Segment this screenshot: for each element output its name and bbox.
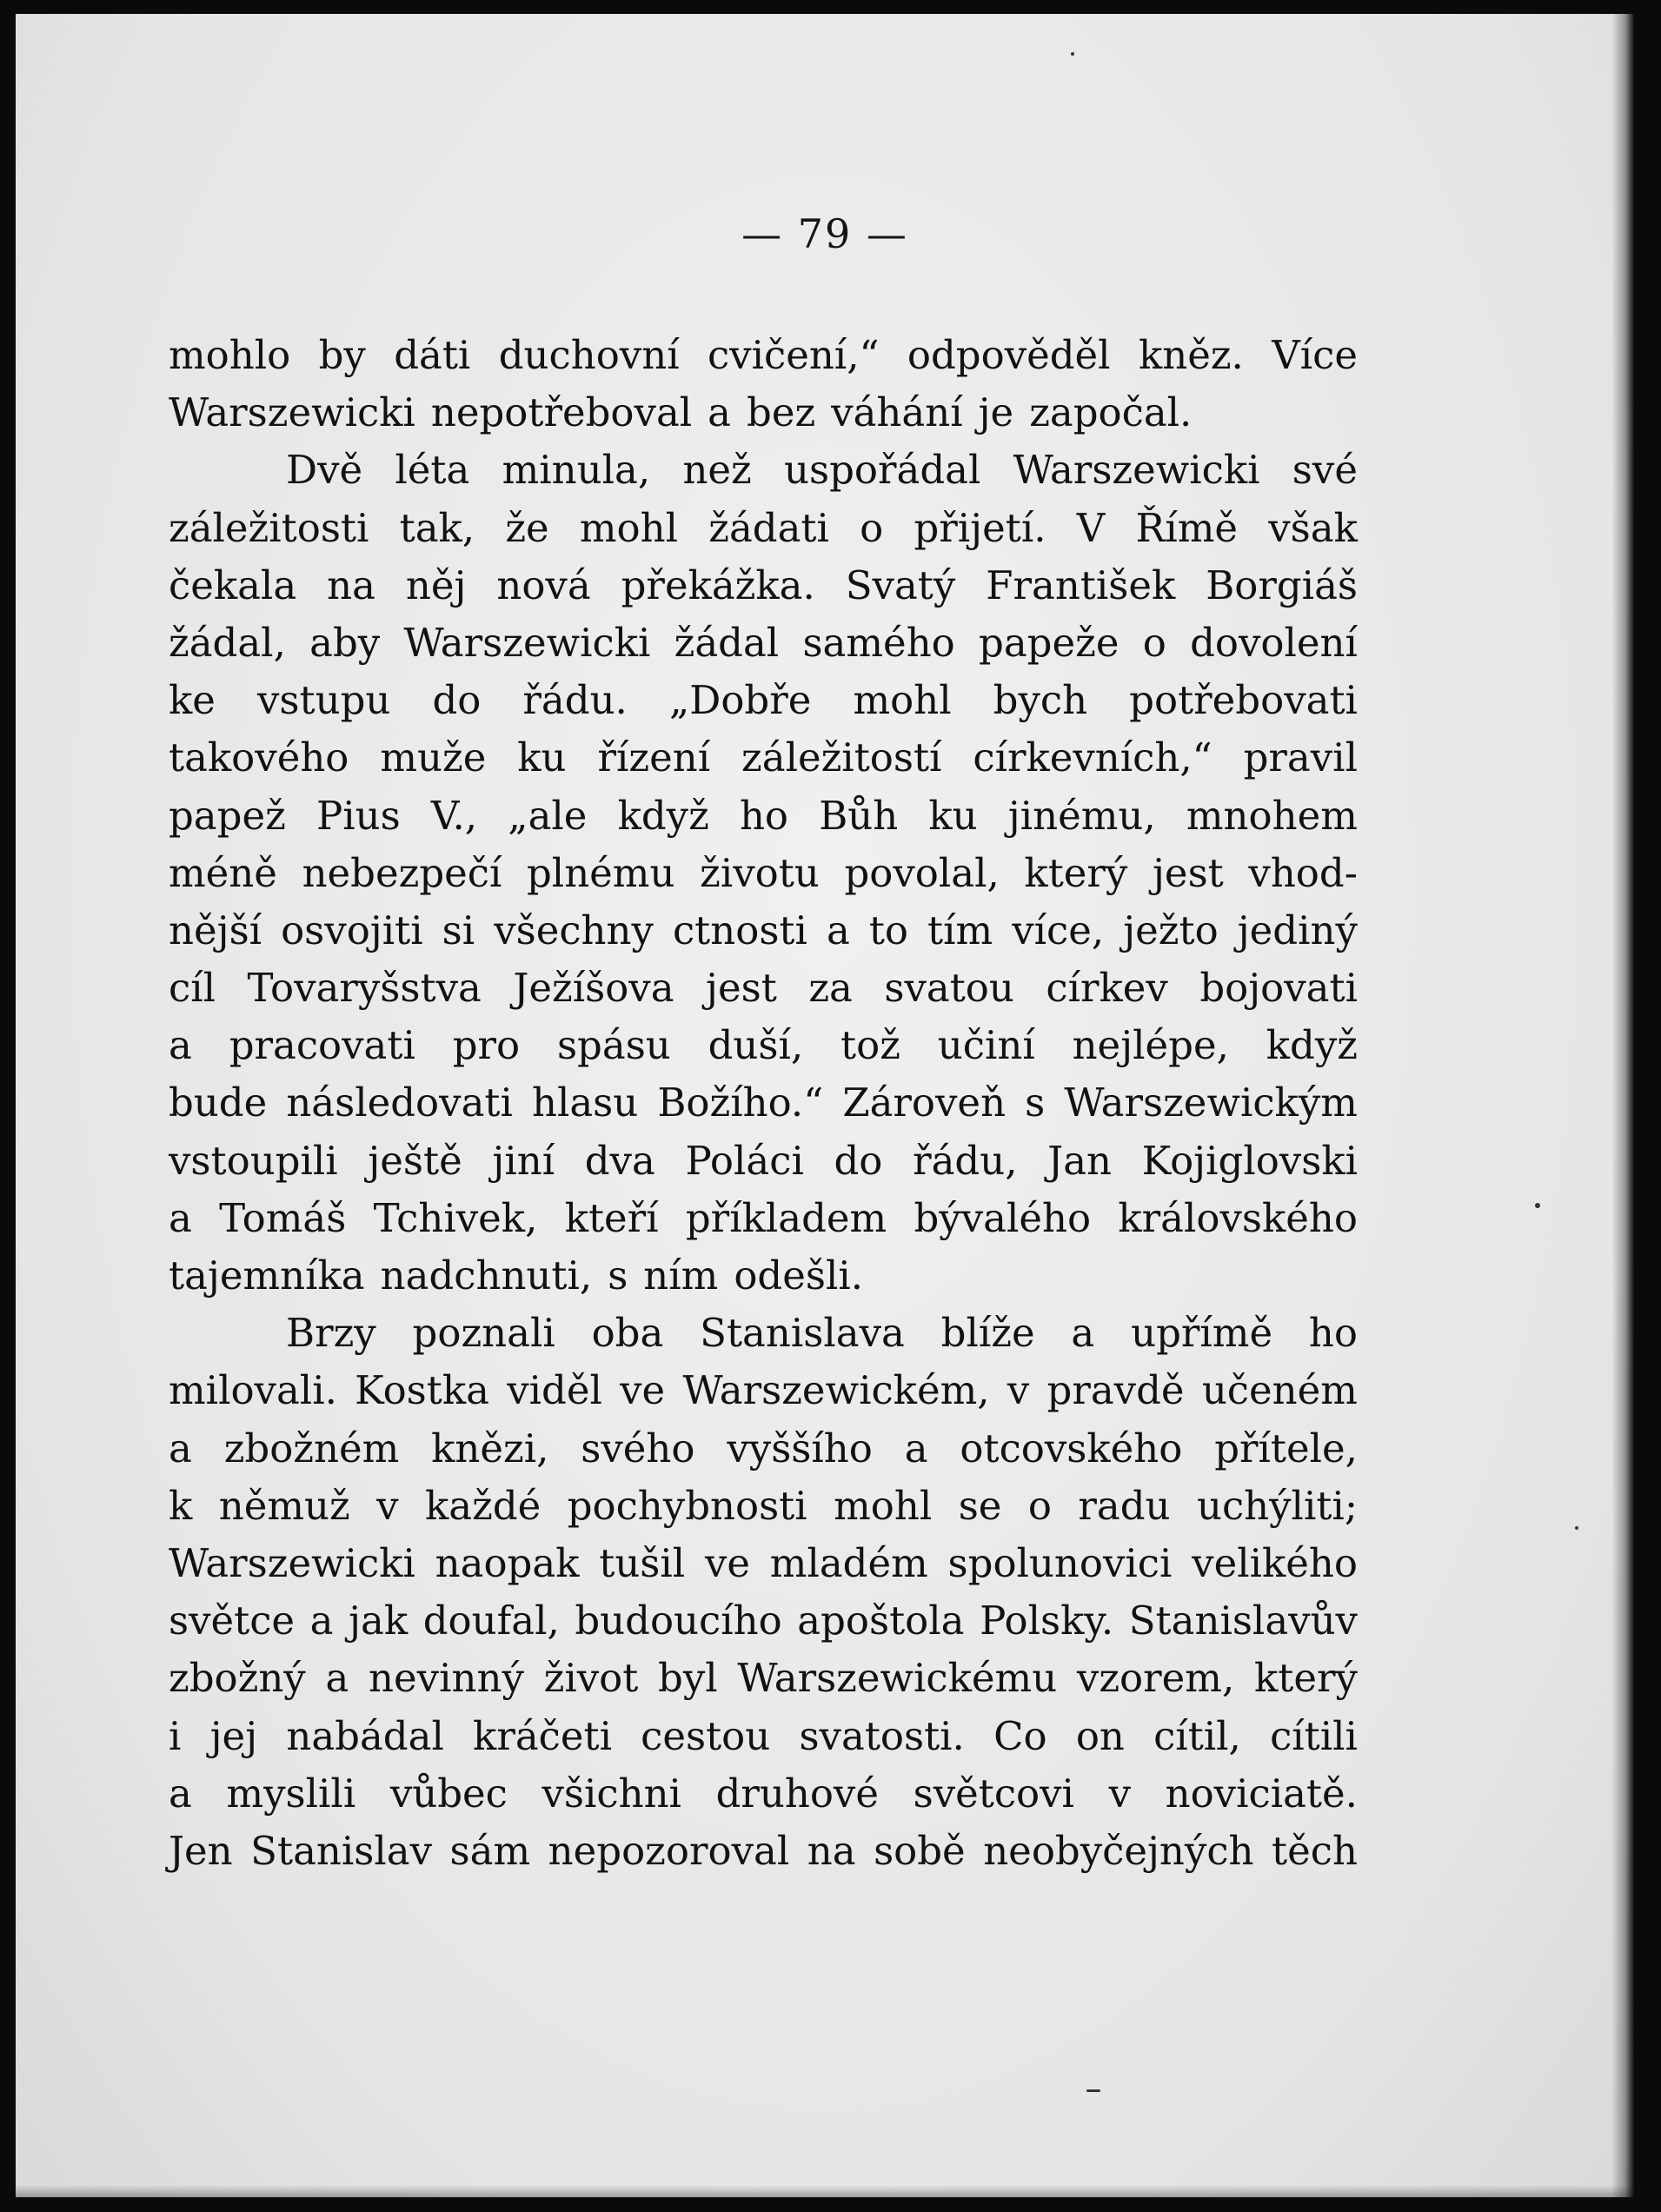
text-line <box>169 1535 1358 1592</box>
text-line <box>169 845 1358 902</box>
word: mladém <box>769 1539 928 1586</box>
book-page <box>16 14 1634 2197</box>
word: tož <box>840 1022 900 1069</box>
word: odpověděl <box>907 332 1111 378</box>
text-line <box>169 729 1358 787</box>
word: započal. <box>1029 389 1193 436</box>
word: V <box>1076 504 1106 551</box>
word: jej <box>209 1712 258 1759</box>
word: život <box>543 1655 639 1702</box>
text-line <box>169 672 1358 729</box>
word: za <box>808 965 853 1012</box>
word: svého <box>581 1425 695 1471</box>
word: bojovati <box>1199 965 1358 1012</box>
word: žádal <box>674 619 780 666</box>
word: než <box>682 447 752 494</box>
word: potřebovati <box>1129 677 1358 724</box>
word: přítele, <box>1214 1425 1358 1471</box>
word: bych <box>993 677 1088 724</box>
word: když <box>617 792 709 839</box>
word: Kojiglovski <box>1141 1137 1358 1184</box>
word: dáti <box>394 332 471 378</box>
word: o <box>1027 1482 1052 1529</box>
word: doufal, <box>422 1598 560 1644</box>
word: spásu <box>556 1022 671 1069</box>
text-line <box>169 1190 1358 1247</box>
word: osvojiti <box>281 907 423 953</box>
text-line <box>169 500 1358 557</box>
word: by <box>318 332 366 378</box>
word: bez <box>747 389 816 436</box>
page-number: — 79 — <box>741 210 908 257</box>
word: tím <box>927 907 993 953</box>
word: přijetí. <box>914 504 1046 551</box>
text-line <box>169 1708 1358 1765</box>
word: budoucího <box>575 1598 782 1644</box>
word: aby <box>309 619 381 666</box>
word: který <box>1254 1655 1358 1702</box>
word: mnohem <box>1186 792 1358 839</box>
word: řádu. <box>522 677 628 724</box>
word: jest <box>1152 849 1224 896</box>
text-line <box>169 442 1358 499</box>
word: němuž <box>218 1482 350 1529</box>
text-line <box>169 1478 1358 1535</box>
word: nabádal <box>286 1712 444 1759</box>
word: ke <box>169 677 216 724</box>
page-edge-shadow <box>1611 14 1634 2197</box>
word: však <box>1268 504 1358 551</box>
word: vhod- <box>1248 849 1358 896</box>
word: ctnosti <box>672 907 807 953</box>
word: své <box>1292 447 1358 494</box>
word: Více <box>1272 332 1358 378</box>
word: otcovského <box>960 1425 1183 1471</box>
word: druhové <box>715 1770 879 1817</box>
word: noviciatě. <box>1165 1770 1358 1817</box>
word: řádu, <box>913 1137 1018 1184</box>
word: v <box>376 1482 399 1529</box>
word: hlasu <box>531 1079 639 1126</box>
word: nepozoroval <box>548 1827 790 1874</box>
word: Stanislava <box>700 1310 905 1357</box>
word: a <box>169 1770 192 1817</box>
word: s <box>1025 1079 1046 1126</box>
word: těch <box>1272 1827 1358 1874</box>
word: muže <box>380 734 487 781</box>
word: něj <box>405 561 467 608</box>
word: a <box>1071 1310 1095 1357</box>
word: vstoupili <box>169 1137 338 1184</box>
page-bottom-shadow <box>16 2185 1634 2197</box>
word: nější <box>169 907 262 953</box>
word: V., <box>430 792 478 839</box>
word: ještě <box>368 1137 462 1184</box>
word: učeném <box>1201 1367 1358 1414</box>
word: milovali. <box>169 1367 337 1414</box>
word: cítili <box>1270 1712 1358 1759</box>
word: s <box>608 1252 628 1299</box>
word: ježto <box>1123 907 1219 953</box>
word: a <box>325 1655 349 1702</box>
word: nebezpečí <box>302 849 502 896</box>
dust-speck <box>1071 52 1074 56</box>
text-line <box>169 1420 1358 1478</box>
word: kteří <box>564 1194 659 1241</box>
word: Tomáš <box>219 1194 347 1241</box>
word: v <box>1108 1770 1131 1817</box>
word: na <box>807 1827 856 1874</box>
word: a <box>708 389 732 436</box>
word: mohl <box>834 1482 933 1529</box>
text-line <box>169 1765 1358 1823</box>
word: Kostka <box>355 1367 489 1414</box>
word: nejlépe, <box>1072 1022 1229 1069</box>
word: knězi, <box>431 1425 549 1471</box>
text-line <box>169 1823 1358 1880</box>
text-line <box>169 960 1358 1017</box>
word: i <box>169 1712 182 1759</box>
word: nadchnuti, <box>380 1252 593 1299</box>
word: Dvě <box>286 447 363 494</box>
text-line <box>169 384 1358 442</box>
text-line <box>169 1362 1358 1419</box>
text-line <box>169 1133 1358 1190</box>
word: pravdě <box>1046 1367 1185 1414</box>
word: Jen <box>169 1827 233 1874</box>
word: méně <box>169 849 277 896</box>
word: životu <box>700 849 820 896</box>
word: cestou <box>641 1712 771 1759</box>
word: a <box>169 1425 192 1471</box>
text-line <box>169 902 1358 960</box>
word: Stanislavův <box>1128 1598 1358 1644</box>
word: povolal, <box>844 849 1000 896</box>
word: Warszewickém, <box>682 1367 990 1414</box>
word: uspořádal <box>784 447 981 494</box>
word: Polsky. <box>980 1598 1114 1644</box>
word: Bůh <box>819 792 899 839</box>
word: ním <box>643 1252 719 1299</box>
word: oba <box>591 1310 664 1357</box>
word: apoštola <box>797 1598 965 1644</box>
word: v <box>1007 1367 1030 1414</box>
word: o <box>860 504 884 551</box>
word: cíl <box>169 965 216 1012</box>
word: velikého <box>1192 1539 1358 1586</box>
word: učiní <box>937 1022 1035 1069</box>
word: blíže <box>940 1310 1035 1357</box>
word: nepotřeboval <box>430 389 693 436</box>
word: Borgiáš <box>1206 561 1358 608</box>
word: Římě <box>1135 504 1239 551</box>
word: duchovní <box>498 332 680 378</box>
word: kráčeti <box>473 1712 612 1759</box>
text-line <box>169 1305 1358 1362</box>
word: žádal, <box>169 619 286 666</box>
word: takového <box>169 734 349 781</box>
word: Božího.“ <box>657 1079 824 1126</box>
word: o <box>1142 619 1166 666</box>
text-line <box>169 787 1358 845</box>
word: Warszewicki <box>169 1539 415 1586</box>
word: papež <box>169 792 286 839</box>
word: ku <box>928 792 978 839</box>
dust-speck <box>1575 1526 1578 1530</box>
text-line <box>169 1247 1358 1305</box>
word: upřímě <box>1131 1310 1273 1357</box>
word: Svatý <box>845 561 956 608</box>
word: pro <box>452 1022 521 1069</box>
word: odešli. <box>734 1252 864 1299</box>
word: svatou <box>884 965 1014 1012</box>
word: světcovi <box>913 1770 1074 1817</box>
word: duší, <box>708 1022 804 1069</box>
word: vyššího <box>727 1425 873 1471</box>
word: se <box>958 1482 1002 1529</box>
word: sobě <box>874 1827 966 1874</box>
word: Co <box>993 1712 1047 1759</box>
word: mohl <box>853 677 952 724</box>
word: bývalého <box>914 1194 1092 1241</box>
word: následovati <box>286 1079 513 1126</box>
word: byl <box>658 1655 718 1702</box>
text-line <box>169 557 1358 614</box>
word: Tchivek, <box>373 1194 538 1241</box>
word: vzorem, <box>1076 1655 1235 1702</box>
word: nová <box>496 561 591 608</box>
word: ve <box>620 1367 666 1414</box>
text-line <box>169 1017 1358 1074</box>
word: svatosti. <box>799 1712 965 1759</box>
word: a <box>309 1598 334 1644</box>
word: jiní <box>492 1137 555 1184</box>
text-line <box>169 1592 1358 1650</box>
word: on <box>1075 1712 1125 1759</box>
word: a <box>904 1425 928 1471</box>
text-line <box>169 1074 1358 1132</box>
word: Warszewicki <box>403 619 651 666</box>
word: to <box>868 907 908 953</box>
word: žádati <box>708 504 829 551</box>
word: pravil <box>1243 734 1358 781</box>
word: kněz. <box>1138 332 1244 378</box>
word: mohl <box>579 504 679 551</box>
word: zbožném <box>223 1425 400 1471</box>
word: léta <box>395 447 470 494</box>
word: a <box>169 1194 192 1241</box>
word: tušil <box>599 1539 686 1586</box>
word: radu <box>1078 1482 1171 1529</box>
word: příkladem <box>685 1194 887 1241</box>
text-line <box>169 614 1358 672</box>
word: a <box>169 1022 192 1069</box>
word: minula, <box>502 447 651 494</box>
word: jediný <box>1237 907 1358 953</box>
word: církevních,“ <box>973 734 1213 781</box>
word: Jan <box>1047 1137 1113 1184</box>
word: cítil, <box>1153 1712 1241 1759</box>
word: mohlo <box>169 332 291 378</box>
word: František <box>986 561 1176 608</box>
word: myslili <box>226 1770 356 1817</box>
word: plnému <box>527 849 675 896</box>
word: královského <box>1118 1194 1358 1241</box>
word: do <box>834 1137 883 1184</box>
word: si <box>442 907 475 953</box>
word: tak, <box>399 504 475 551</box>
word: záležitostí <box>741 734 942 781</box>
word: vstupu <box>256 677 391 724</box>
word: Zároveň <box>842 1079 1007 1126</box>
word: váhání <box>831 389 963 436</box>
word: který <box>1024 849 1128 896</box>
word: vůbec <box>389 1770 508 1817</box>
word: že <box>505 504 549 551</box>
word: církev <box>1046 965 1168 1012</box>
word: Tovaryšstva <box>247 965 482 1012</box>
word: tajemníka <box>169 1252 365 1299</box>
word: do <box>432 677 482 724</box>
word: více, <box>1012 907 1105 953</box>
word: spolunovici <box>947 1539 1173 1586</box>
word: na <box>327 561 375 608</box>
word: Warszewickému <box>737 1655 1058 1702</box>
word: a <box>826 907 850 953</box>
word: sám <box>449 1827 531 1874</box>
word: ho <box>1308 1310 1358 1357</box>
word: uchýliti; <box>1196 1482 1358 1529</box>
word: všechny <box>494 907 654 953</box>
word: k <box>169 1482 193 1529</box>
word: viděl <box>507 1367 602 1414</box>
word: jak <box>349 1598 409 1644</box>
word: Brzy <box>286 1310 376 1357</box>
word: každé <box>425 1482 541 1529</box>
word: jest <box>706 965 777 1012</box>
word: Stanislav <box>250 1827 433 1874</box>
word: dva <box>584 1137 655 1184</box>
word: pochybnosti <box>567 1482 807 1529</box>
text-line <box>169 327 1358 384</box>
word: neobyčejných <box>983 1827 1254 1874</box>
word: je <box>978 389 1014 436</box>
word: bude <box>169 1079 268 1126</box>
dust-speck <box>1535 1203 1540 1208</box>
word: ku <box>517 734 567 781</box>
body-text <box>169 327 1358 1880</box>
word: světce <box>169 1598 296 1644</box>
word: ve <box>704 1539 751 1586</box>
word: „Dobře <box>668 677 812 724</box>
text-line <box>169 1650 1358 1707</box>
word: Ježíšova <box>513 965 674 1012</box>
word: řízení <box>597 734 711 781</box>
word: překážka. <box>621 561 815 608</box>
word: samého <box>802 619 955 666</box>
word: jinému, <box>1007 792 1156 839</box>
word: když <box>1266 1022 1358 1069</box>
word: zbožný <box>169 1655 306 1702</box>
word: cvičení,“ <box>707 332 880 378</box>
word: naopak <box>435 1539 580 1586</box>
word: Warszewicki <box>169 389 415 436</box>
word: všichni <box>541 1770 681 1817</box>
word: Warszewickým <box>1064 1079 1358 1126</box>
word: poznali <box>412 1310 555 1357</box>
word: záležitosti <box>169 504 369 551</box>
word: čekala <box>169 561 297 608</box>
word: Pius <box>316 792 401 839</box>
word: dovolení <box>1190 619 1358 666</box>
dust-speck <box>1086 2089 1100 2092</box>
word: Poláci <box>685 1137 804 1184</box>
word: „ale <box>508 792 588 839</box>
word: Warszewicki <box>1013 447 1260 494</box>
word: papeže <box>979 619 1120 666</box>
word: ho <box>739 792 789 839</box>
word: nevinný <box>369 1655 524 1702</box>
word: pracovati <box>229 1022 415 1069</box>
